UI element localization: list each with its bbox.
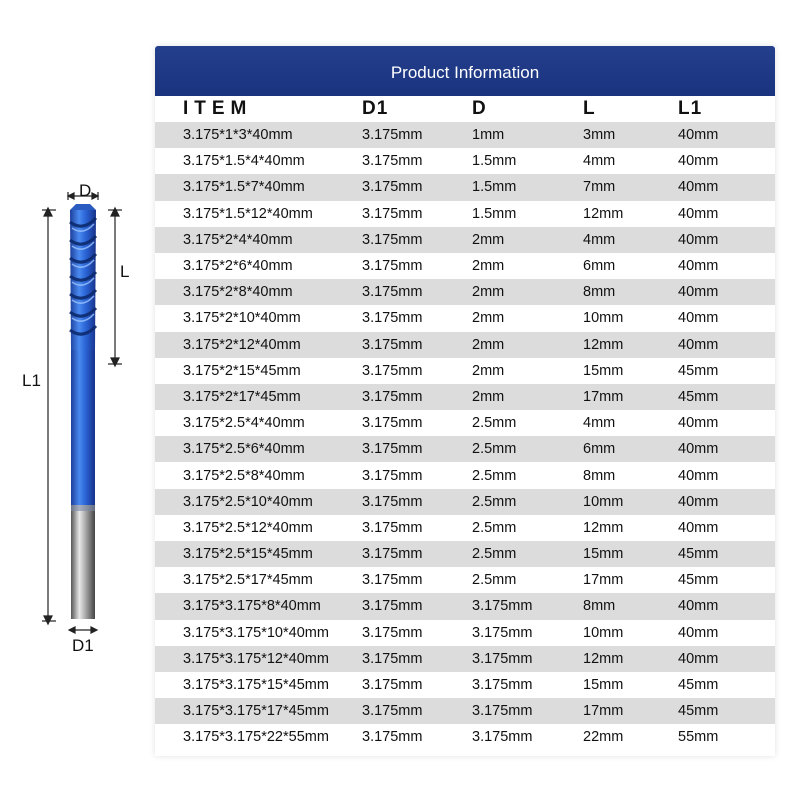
cell-d: 3.175mm	[472, 598, 533, 615]
cell-d1: 3.175mm	[362, 205, 423, 222]
cell-l1: 40mm	[678, 310, 719, 327]
cell-d: 2.5mm	[472, 493, 517, 510]
cell-l: 4mm	[583, 415, 616, 432]
table-row	[155, 253, 775, 279]
cell-l: 8mm	[583, 467, 616, 484]
cell-l: 3mm	[583, 127, 616, 144]
product-info-table	[155, 46, 775, 756]
cell-item: 3.175*1.5*4*40mm	[183, 153, 305, 170]
cell-l1: 45mm	[678, 677, 719, 694]
cell-d1: 3.175mm	[362, 310, 423, 327]
cell-l1: 40mm	[678, 493, 719, 510]
cell-item: 3.175*2*4*40mm	[183, 231, 293, 248]
cell-l1: 40mm	[678, 179, 719, 196]
cell-d1: 3.175mm	[362, 598, 423, 615]
cell-l1: 40mm	[678, 231, 719, 248]
table-row	[155, 332, 775, 358]
table-body	[155, 122, 775, 751]
table-row	[155, 672, 775, 698]
cell-d1: 3.175mm	[362, 441, 423, 458]
cell-l: 15mm	[583, 546, 624, 563]
cell-l: 4mm	[583, 231, 616, 248]
cell-d: 2.5mm	[472, 546, 517, 563]
table-row	[155, 227, 775, 253]
table-row	[155, 358, 775, 384]
header-l1: L1	[678, 98, 703, 119]
table-row	[155, 384, 775, 410]
cell-l1: 40mm	[678, 467, 719, 484]
header-d: D	[472, 98, 487, 119]
cell-l: 12mm	[583, 519, 624, 536]
cell-d: 3.175mm	[472, 677, 533, 694]
end-mill-diagram	[0, 0, 160, 800]
cell-d1: 3.175mm	[362, 127, 423, 144]
table-row	[155, 279, 775, 305]
cell-d: 3.175mm	[472, 624, 533, 641]
cell-item: 3.175*2.5*10*40mm	[183, 493, 313, 510]
cell-d: 2mm	[472, 362, 505, 379]
cell-item: 3.175*1.5*12*40mm	[183, 205, 313, 222]
table-row	[155, 515, 775, 541]
cell-item: 3.175*2*12*40mm	[183, 336, 301, 353]
cell-item: 3.175*2*15*45mm	[183, 362, 301, 379]
table-row	[155, 489, 775, 515]
cell-d: 2mm	[472, 310, 505, 327]
cell-l: 17mm	[583, 703, 624, 720]
cell-l: 12mm	[583, 336, 624, 353]
cell-d: 3.175mm	[472, 650, 533, 667]
cell-item: 3.175*2*6*40mm	[183, 258, 293, 275]
table-row	[155, 201, 775, 227]
table-row	[155, 567, 775, 593]
cell-d1: 3.175mm	[362, 231, 423, 248]
cell-item: 3.175*3.175*15*45mm	[183, 677, 329, 694]
cell-l: 15mm	[583, 677, 624, 694]
cell-item: 3.175*2*17*45mm	[183, 388, 301, 405]
cell-d: 2.5mm	[472, 441, 517, 458]
cell-l: 12mm	[583, 205, 624, 222]
cell-d1: 3.175mm	[362, 624, 423, 641]
cell-d1: 3.175mm	[362, 677, 423, 694]
cell-d: 2mm	[472, 231, 505, 248]
cell-item: 3.175*2.5*15*45mm	[183, 546, 313, 563]
cell-item: 3.175*2*8*40mm	[183, 284, 293, 301]
cell-l1: 40mm	[678, 127, 719, 144]
dim-label-d: D	[79, 181, 92, 200]
cell-l: 7mm	[583, 179, 616, 196]
cell-d1: 3.175mm	[362, 336, 423, 353]
shank-steel	[71, 505, 95, 619]
cell-d1: 3.175mm	[362, 179, 423, 196]
cell-l1: 40mm	[678, 205, 719, 222]
table-row	[155, 541, 775, 567]
cell-item: 3.175*3.175*17*45mm	[183, 703, 329, 720]
cell-l1: 45mm	[678, 572, 719, 589]
table-header-row	[155, 96, 775, 122]
cell-l: 15mm	[583, 362, 624, 379]
end-mill-illustration	[0, 0, 160, 800]
cell-l: 10mm	[583, 624, 624, 641]
cell-l: 8mm	[583, 598, 616, 615]
cell-l: 22mm	[583, 729, 624, 746]
cell-d1: 3.175mm	[362, 388, 423, 405]
cell-l: 10mm	[583, 493, 624, 510]
cell-l1: 45mm	[678, 388, 719, 405]
cell-l: 17mm	[583, 572, 624, 589]
cell-l1: 40mm	[678, 336, 719, 353]
cell-d: 2.5mm	[472, 519, 517, 536]
cell-d: 2mm	[472, 336, 505, 353]
cell-l1: 45mm	[678, 546, 719, 563]
cell-d1: 3.175mm	[362, 546, 423, 563]
cell-item: 3.175*2.5*8*40mm	[183, 467, 305, 484]
cell-d: 1mm	[472, 127, 505, 144]
cell-item: 3.175*2.5*12*40mm	[183, 519, 313, 536]
cell-d1: 3.175mm	[362, 153, 423, 170]
cell-item: 3.175*2.5*6*40mm	[183, 441, 305, 458]
cell-d: 2.5mm	[472, 415, 517, 432]
cell-item: 3.175*1.5*7*40mm	[183, 179, 305, 196]
cell-item: 3.175*3.175*10*40mm	[183, 624, 329, 641]
cell-d: 1.5mm	[472, 205, 517, 222]
cell-l1: 40mm	[678, 650, 719, 667]
dim-label-l: L	[120, 262, 130, 281]
table-row	[155, 148, 775, 174]
cell-item: 3.175*3.175*8*40mm	[183, 598, 321, 615]
cell-l: 4mm	[583, 153, 616, 170]
cell-item: 3.175*1*3*40mm	[183, 127, 293, 144]
table-row	[155, 620, 775, 646]
cell-l: 6mm	[583, 258, 616, 275]
cell-item: 3.175*3.175*12*40mm	[183, 650, 329, 667]
cell-l1: 40mm	[678, 441, 719, 458]
cell-l1: 55mm	[678, 729, 719, 746]
dim-label-l1: L1	[22, 371, 41, 390]
table-row	[155, 698, 775, 724]
cell-d: 2mm	[472, 284, 505, 301]
shank-coated	[71, 350, 95, 505]
table-row	[155, 462, 775, 488]
table-row	[155, 305, 775, 331]
table-row	[155, 410, 775, 436]
cell-d: 3.175mm	[472, 703, 533, 720]
table-row	[155, 593, 775, 619]
cell-d1: 3.175mm	[362, 650, 423, 667]
cell-item: 3.175*2.5*4*40mm	[183, 415, 305, 432]
cell-l1: 45mm	[678, 362, 719, 379]
cell-item: 3.175*3.175*22*55mm	[183, 729, 329, 746]
header-l: L	[583, 98, 596, 119]
cell-l1: 40mm	[678, 519, 719, 536]
cell-l: 10mm	[583, 310, 624, 327]
cell-l1: 40mm	[678, 153, 719, 170]
table-title: Product Information	[155, 46, 775, 96]
cell-d: 2mm	[472, 388, 505, 405]
cell-l: 8mm	[583, 284, 616, 301]
cell-d1: 3.175mm	[362, 258, 423, 275]
cell-d: 3.175mm	[472, 729, 533, 746]
header-item: ITEM	[183, 98, 253, 119]
cell-item: 3.175*2.5*17*45mm	[183, 572, 313, 589]
cell-l: 6mm	[583, 441, 616, 458]
table-row	[155, 646, 775, 672]
cell-d1: 3.175mm	[362, 362, 423, 379]
cell-l1: 40mm	[678, 284, 719, 301]
cell-item: 3.175*2*10*40mm	[183, 310, 301, 327]
cell-d: 1.5mm	[472, 153, 517, 170]
table-row	[155, 174, 775, 200]
cell-l1: 40mm	[678, 415, 719, 432]
cell-d1: 3.175mm	[362, 729, 423, 746]
cell-l1: 45mm	[678, 703, 719, 720]
cell-d: 2mm	[472, 258, 505, 275]
table-row	[155, 122, 775, 148]
cell-d1: 3.175mm	[362, 415, 423, 432]
dim-label-d1: D1	[72, 636, 94, 655]
cell-l1: 40mm	[678, 258, 719, 275]
cell-d1: 3.175mm	[362, 519, 423, 536]
cell-d1: 3.175mm	[362, 493, 423, 510]
cell-d: 2.5mm	[472, 467, 517, 484]
table-row	[155, 436, 775, 462]
cell-d1: 3.175mm	[362, 572, 423, 589]
cell-l: 12mm	[583, 650, 624, 667]
cell-l1: 40mm	[678, 598, 719, 615]
cell-d1: 3.175mm	[362, 703, 423, 720]
cell-l: 17mm	[583, 388, 624, 405]
cell-l1: 40mm	[678, 624, 719, 641]
header-d1: D1	[362, 98, 389, 119]
table-row	[155, 724, 775, 750]
cell-d: 1.5mm	[472, 179, 517, 196]
cell-d1: 3.175mm	[362, 284, 423, 301]
cell-d: 2.5mm	[472, 572, 517, 589]
cell-d1: 3.175mm	[362, 467, 423, 484]
